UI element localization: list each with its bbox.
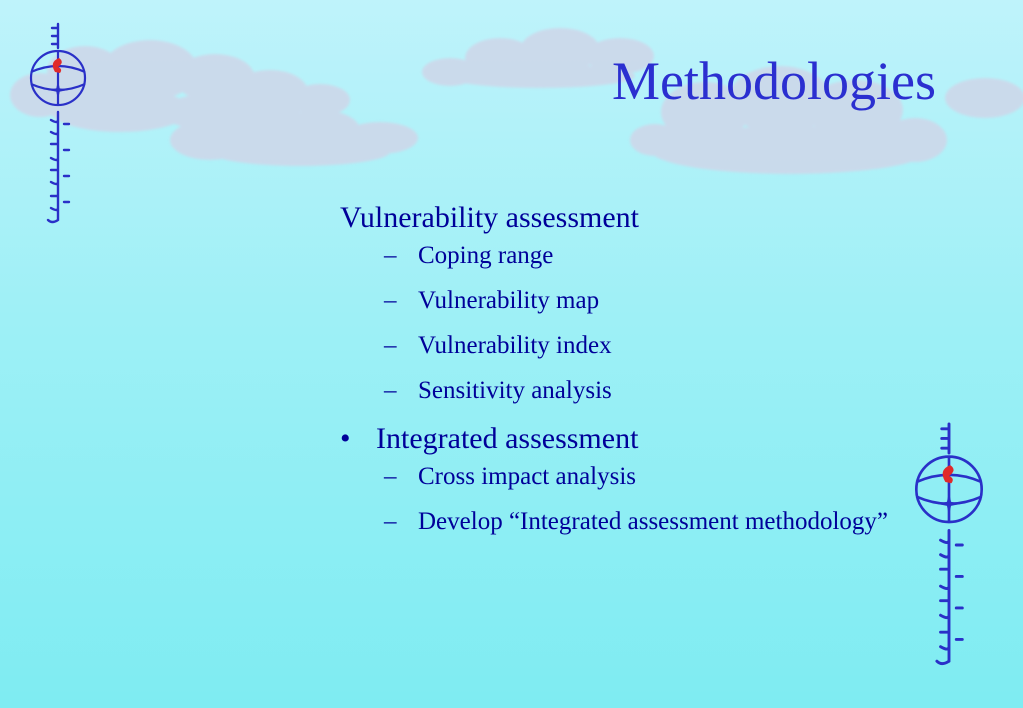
sub-item-cross-impact xyxy=(340,461,900,493)
sub-item-vulnerability-map xyxy=(340,285,900,317)
compass-rose-icon xyxy=(937,492,961,516)
slide-title: Methodologies xyxy=(612,51,936,111)
sub-item-label: Vulnerability map xyxy=(418,287,600,314)
dash-marker: – xyxy=(384,377,397,404)
emblem-logo-icon xyxy=(20,20,96,228)
sub-item-label: Sensitivity analysis xyxy=(418,377,612,404)
section-heading-label: Integrated assessment xyxy=(376,422,639,455)
bullet-list xyxy=(340,196,900,538)
sub-item-label: Cross impact analysis xyxy=(418,463,637,490)
compass-rose-icon xyxy=(48,80,68,100)
section-heading-integrated xyxy=(340,417,900,461)
dash-marker: – xyxy=(384,242,397,269)
sub-item-develop-methodology xyxy=(340,506,900,538)
dash-marker: – xyxy=(384,332,397,359)
bullet-marker: • xyxy=(340,422,351,455)
dash-marker: – xyxy=(384,463,397,490)
sub-item-coping-range xyxy=(340,240,900,272)
section-heading-vulnerability: Vulnerability assessment xyxy=(340,201,639,234)
sub-item-label: Vulnerability index xyxy=(418,332,612,359)
sub-item-label: Develop “Integrated assessment methodology” xyxy=(418,508,888,535)
dash-marker: – xyxy=(384,508,397,535)
sub-item-sensitivity-analysis xyxy=(340,375,900,407)
sub-item-vulnerability-index xyxy=(340,330,900,362)
emblem-logo-icon xyxy=(903,418,995,672)
dash-marker: – xyxy=(384,287,397,314)
sub-item-label: Coping range xyxy=(418,242,554,269)
